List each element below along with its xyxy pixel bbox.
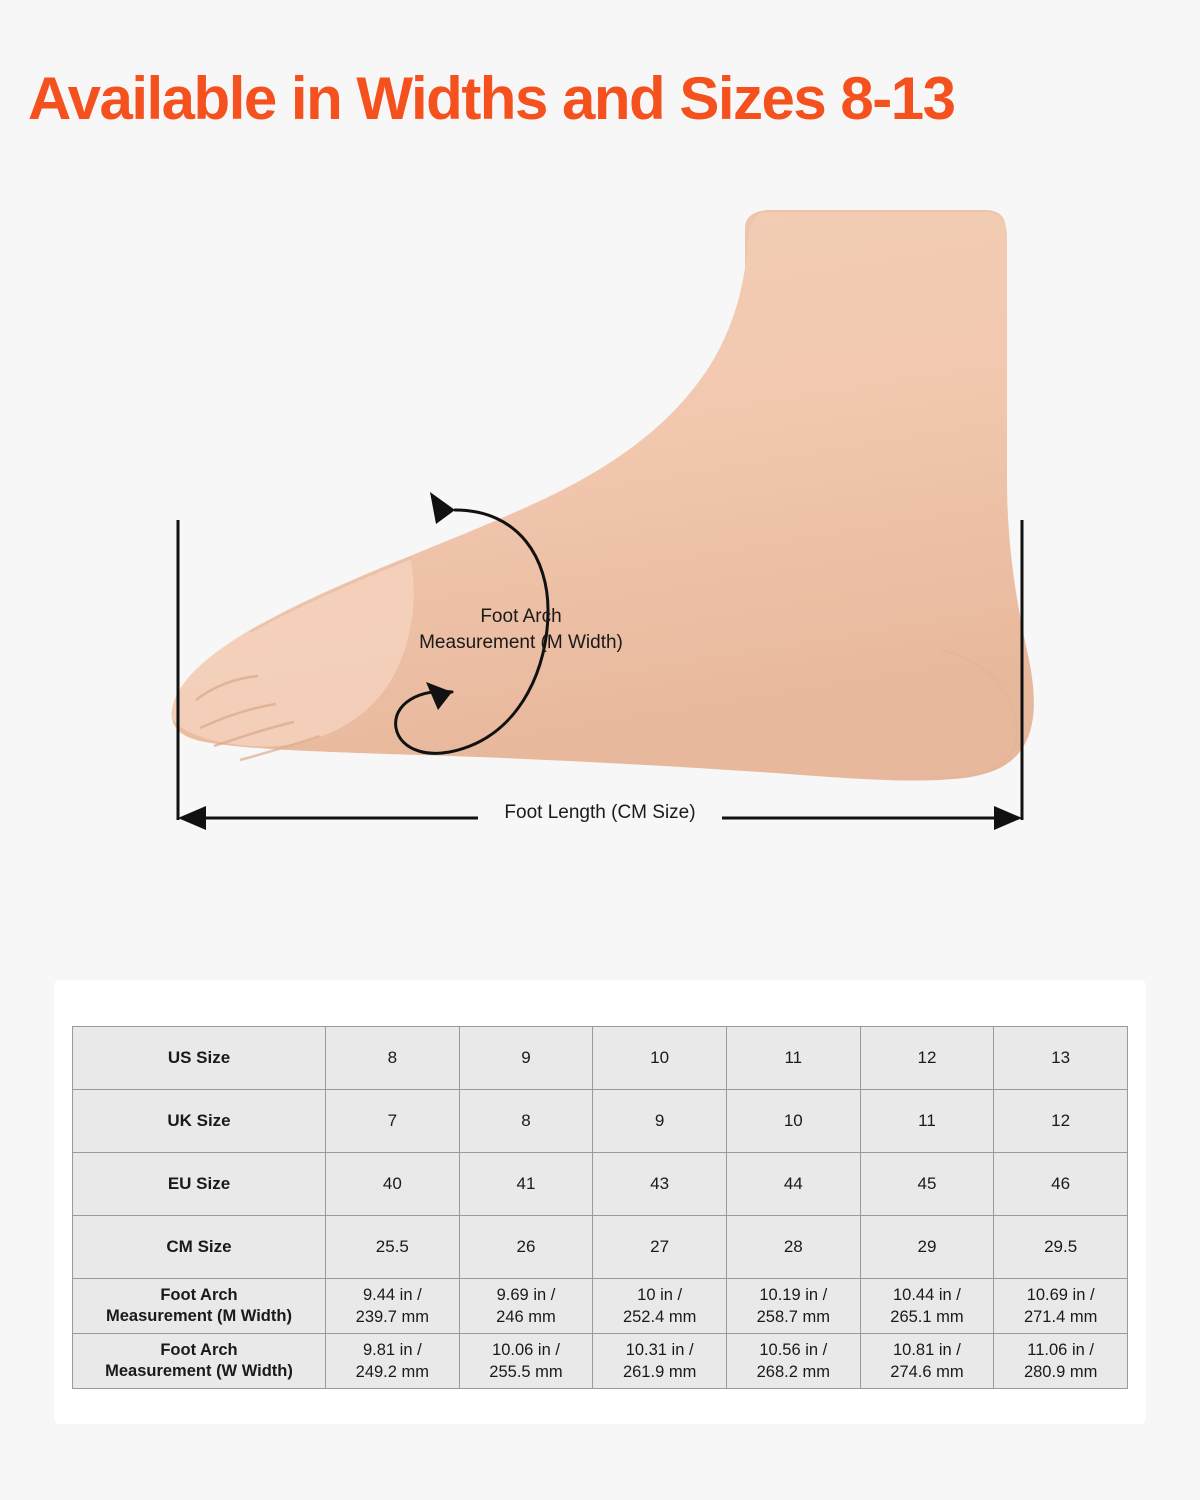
table-row (73, 1334, 1128, 1389)
cell-arch-m-2-line-1: 9.69 in / (496, 1286, 556, 1304)
cell-eu-size-4: 44 (726, 1153, 860, 1216)
cell-us-size-6: 13 (994, 1027, 1128, 1090)
cell-uk-size-4: 10 (726, 1090, 860, 1153)
arch-measurement-label (392, 604, 650, 656)
cell-cm-size-1: 25.5 (326, 1216, 460, 1279)
cell-arch-w-1-line-1: 9.81 in / (362, 1341, 422, 1359)
cell-arch-w-3 (593, 1334, 727, 1389)
table-row (73, 1153, 1128, 1216)
foot-measurement-diagram (0, 180, 1200, 870)
table-row (73, 1279, 1128, 1334)
cell-us-size-5: 12 (860, 1027, 994, 1090)
arch-label-line-2: Measurement (M Width) (419, 632, 623, 653)
cell-uk-size-6: 12 (994, 1090, 1128, 1153)
cell-arch-w-5-line-1: 10.81 in / (893, 1341, 961, 1359)
cell-arch-m-4-line-1: 10.19 in / (759, 1286, 828, 1304)
row-header-eu-size: EU Size (73, 1153, 326, 1216)
cell-uk-size-1: 7 (326, 1090, 460, 1153)
cell-arch-m-3-line-2: 252.4 mm (622, 1308, 697, 1326)
cell-arch-m-1 (326, 1279, 460, 1334)
cell-arch-w-4 (726, 1334, 860, 1389)
cell-arch-w-6-line-1: 11.06 in / (1027, 1341, 1094, 1359)
size-chart-table (72, 1026, 1128, 1389)
cell-arch-w-6-line-2: 280.9 mm (1023, 1363, 1098, 1381)
row-header-cm-size: CM Size (73, 1216, 326, 1279)
cell-uk-size-5: 11 (860, 1090, 994, 1153)
table-row (73, 1090, 1128, 1153)
cell-arch-m-3-line-1: 10 in / (637, 1286, 683, 1304)
cell-us-size-4: 11 (726, 1027, 860, 1090)
cell-uk-size-2: 8 (459, 1090, 593, 1153)
cell-arch-w-5 (860, 1334, 994, 1389)
cell-arch-m-2-line-2: 246 mm (496, 1308, 556, 1326)
size-chart-card (54, 980, 1146, 1424)
cell-arch-w-5-line-2: 274.6 mm (890, 1363, 964, 1381)
cell-arch-m-3 (593, 1279, 727, 1334)
cell-arch-w-2-line-2: 255.5 mm (489, 1363, 563, 1381)
cell-arch-w-1-line-2: 249.2 mm (355, 1363, 430, 1381)
table-row (73, 1027, 1128, 1090)
arch-arrow-head-top (430, 492, 455, 524)
cell-arch-m-2 (459, 1279, 593, 1334)
cell-eu-size-3: 43 (593, 1153, 727, 1216)
cell-arch-w-1 (326, 1334, 460, 1389)
cell-arch-m-6 (994, 1279, 1128, 1334)
cell-arch-w-2 (459, 1334, 593, 1389)
cell-arch-w-6 (994, 1334, 1128, 1389)
cell-us-size-2: 9 (459, 1027, 593, 1090)
page-title: Available in Widths and Sizes 8-13 (28, 65, 955, 132)
foot-illustration (0, 180, 1200, 870)
cell-eu-size-1: 40 (326, 1153, 460, 1216)
cell-arch-m-4-line-2: 258.7 mm (756, 1308, 830, 1326)
row-header-arch-w-line-2: Measurement (W Width) (105, 1362, 293, 1380)
cell-cm-size-4: 28 (726, 1216, 860, 1279)
row-header-arch-m-line-2: Measurement (M Width) (106, 1307, 292, 1325)
cell-arch-w-4-line-1: 10.56 in / (759, 1341, 828, 1359)
cell-arch-m-5-line-1: 10.44 in / (893, 1286, 961, 1304)
cell-arch-m-6-line-2: 271.4 mm (1023, 1308, 1098, 1326)
row-header-arch-m-line-1: Foot Arch (160, 1286, 238, 1304)
cell-cm-size-2: 26 (459, 1216, 593, 1279)
row-header-arch-m-width (73, 1279, 326, 1334)
cell-us-size-3: 10 (593, 1027, 727, 1090)
cell-arch-m-6-line-1: 10.69 in / (1026, 1286, 1095, 1304)
arch-label-line-1: Foot Arch (480, 606, 562, 627)
length-arrow-head-left (178, 806, 206, 830)
cell-arch-m-4 (726, 1279, 860, 1334)
cell-eu-size-6: 46 (994, 1153, 1128, 1216)
cell-arch-m-5-line-2: 265.1 mm (890, 1308, 964, 1326)
cell-eu-size-5: 45 (860, 1153, 994, 1216)
cell-arch-m-1-line-1: 9.44 in / (362, 1286, 422, 1304)
cell-eu-size-2: 41 (459, 1153, 593, 1216)
cell-arch-w-4-line-2: 268.2 mm (756, 1363, 830, 1381)
length-arrow-head-right (994, 806, 1022, 830)
cell-arch-w-3-line-1: 10.31 in / (625, 1341, 694, 1359)
cell-cm-size-5: 29 (860, 1216, 994, 1279)
row-header-uk-size: UK Size (73, 1090, 326, 1153)
foot-length-label: Foot Length (CM Size) (478, 802, 722, 824)
cell-arch-w-3-line-2: 261.9 mm (622, 1363, 697, 1381)
row-header-arch-w-line-1: Foot Arch (160, 1341, 238, 1359)
cell-us-size-1: 8 (326, 1027, 460, 1090)
table-row (73, 1216, 1128, 1279)
row-header-arch-w-width (73, 1334, 326, 1389)
cell-cm-size-3: 27 (593, 1216, 727, 1279)
row-header-us-size: US Size (73, 1027, 326, 1090)
cell-uk-size-3: 9 (593, 1090, 727, 1153)
cell-arch-m-1-line-2: 239.7 mm (355, 1308, 430, 1326)
cell-arch-m-5 (860, 1279, 994, 1334)
cell-cm-size-6: 29.5 (994, 1216, 1128, 1279)
cell-arch-w-2-line-1: 10.06 in / (492, 1341, 560, 1359)
